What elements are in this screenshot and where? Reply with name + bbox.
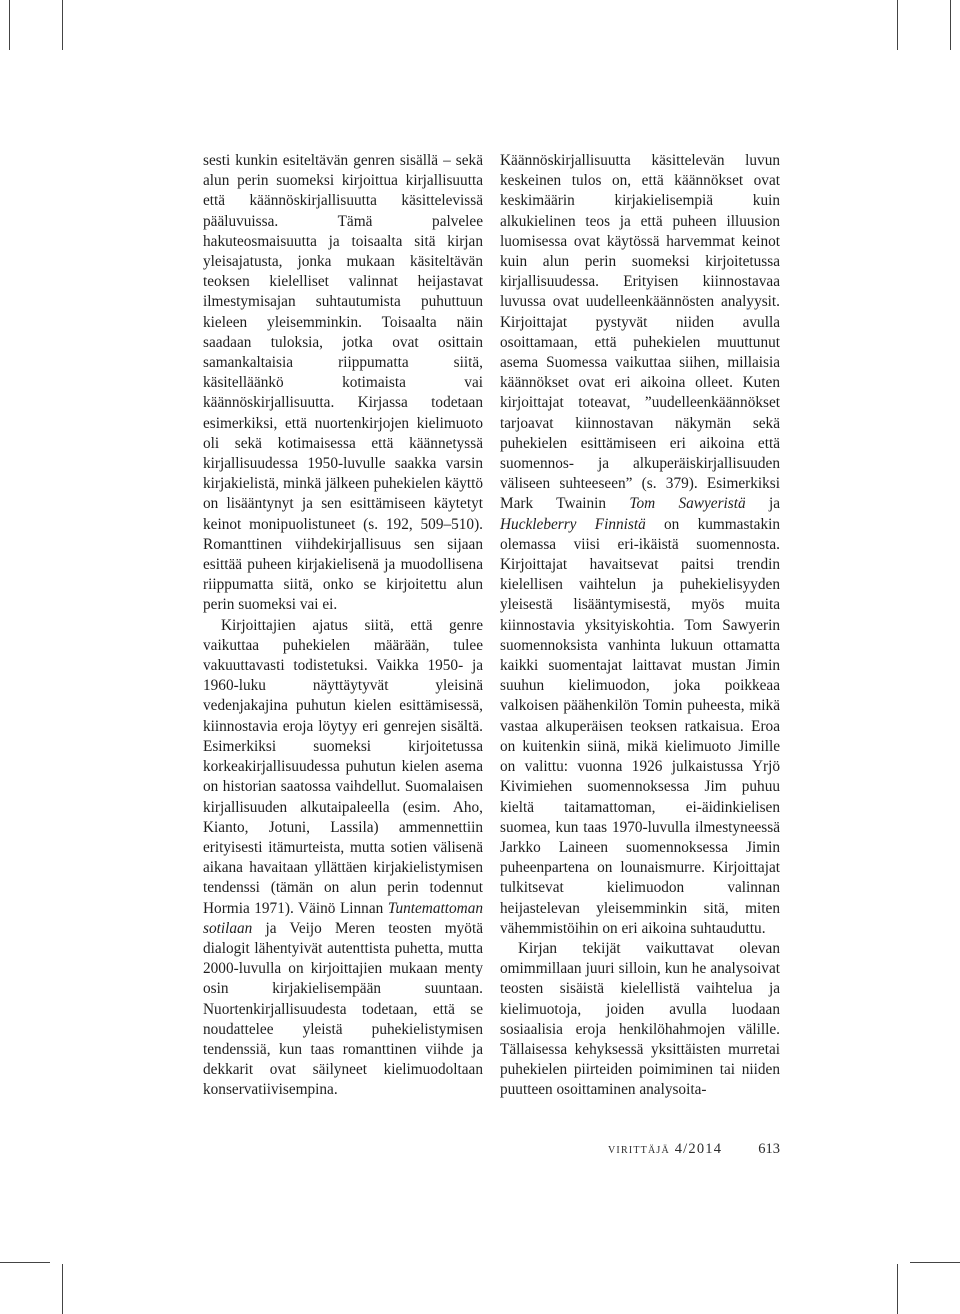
crop-mark — [9, 0, 10, 50]
paragraph-text: on kummastakin olemassa viisi eri-ikäistä suomennosta. Kirjoittajat havaitsevat paitsi trendin kielellisen vaihtelun ja puhekielisyyden yleisestä lisääntymisestä, myös muita kiinnostavia yksityiskohtia. Tom Sawyerin suomennoksista vanhinta lukuun ottamatta kaikki suomentajat laittavat mustan Jimin suuhun kielimuodon, joka poikkeaa valkoisen päähenkilön Tomin puheesta, mikä vastaa alkuperäisen teoksen ratkaisua. Eroa on kuitenkin siinä, mikä kielimuoto Jimille on valittu: vuonna 1926 julkaistussa Yrjö Kivimiehen suomennoksessa Jim puhuu kieltä taitamattoman, ei-äidinkielisen suomea, kun taas 1970-luvulla ilmestyneessä Jarkko Laineen suomennoksessa Jimin puheenpartena on lounaismurre. Kirjoittajat tulkitsevat kielimuodon valinnan heijastelevan yleisemminkin sitä, miten vähemmistöihin on eri aikoina suhtauduttu. — [500, 515, 780, 937]
paragraph — [203, 616, 483, 1101]
paragraph-text: ja Veijo Meren teosten myötä dialogit lähentyivät autenttista puhetta, mutta 2000-luvulla on kirjoittajien mukaan menty osin kirjakielisempään suuntaan. Nuortenkirjallisuudesta todetaan, että se noudattelee yleistä puhekielistymisen tendenssiä, kun taas romanttinen viihde ja dekkarit ovat säilyneet kielimuodoltaan konservatiivisempina. — [203, 919, 483, 1099]
book-title: Tom Sawyeristä — [629, 495, 746, 513]
paragraph-text: sesti kunkin esiteltävän genren sisällä – sekä alun perin suomeksi kirjoittua kirjallisuutta että käännöskirjallisuutta käsittelevissä pääluvuissa. Tämä palvelee hakuteosmaisuutta ja toisaalta sitä kirjan yleisajatusta, jonka mukaan käsiteltävän teoksen kielelliset valinnat heijastavat ilmestymisajan suhtautumista puhuttuun kieleen yleisemminkin. Toisaalta näin saadaan tuloksia, jotka ovat osittain samankaltaisia riippumatta siitä, käsitelläänkö kotimaista vai käännöskirjallisuutta. Kirjassa todetaan esimerkiksi, että nuortenkirjojen kielimuoto oli sekä kotimaisessa että käännetyssä kirjallisuudessa 1950-luvulle saakka varsin kirjakielistä, minkä jälkeen puhekielen käyttö on lisääntynyt ja sen esittämiseen käytetyt keinot monipuolistuneet (s. 192, 509–510). Romanttinen viihdekirjallisuus sen sijaan esittää puheen kirjakielisenä ja muodollisena riippumatta siitä, onko se kirjoitettu alun perin suomeksi vai ei. — [203, 152, 483, 614]
page-number: 613 — [758, 1141, 780, 1157]
crop-mark — [897, 1264, 898, 1314]
crop-mark — [897, 0, 898, 50]
right-column — [500, 151, 780, 1101]
book-title: Huckleberry Finnistä — [500, 515, 646, 533]
paragraph-text: Kirjoittajien ajatus siitä, että genre vaikuttaa puhekielen määrään, tulee vakuuttavasti todistetuksi. Vaikka 1950- ja 1960-luku näyttäytyvät yleisinä vedenjakajina puhutun kielen esittämisessä, kiinnostavia eroja löytyy eri genrejen sisältä. Esimerkiksi suomeksi kirjoitetussa korkeakirjallisuudessa puhutun kielen asema on historian saatossa vaihdellut. Suomalaisen kirjallisuuden alkutaipaleella (esim. Aho, Kianto, Jotuni, Lassila) ammennettiin erityisesti itämurteista, mutta sotien välisenä aikana havaitaan yllättäen kirjakielistymisen tendenssi (tämän on alun perin todennut Hormia 1971). Väinö Linnan — [203, 616, 483, 917]
journal-name: virittäjä 4/2014 — [608, 1141, 723, 1157]
crop-mark — [950, 0, 951, 50]
paragraph — [500, 939, 780, 1101]
paragraph — [500, 151, 780, 939]
crop-mark — [910, 1262, 960, 1263]
paragraph-text: Kirjan tekijät vaikuttavat olevan omimmillaan juuri silloin, kun he analysoivat teosten sisäistä kielellistä vaihtelua ja kielimuotoja, joiden avulla luodaan sosiaalisia eroja henkilöhahmojen välille. Tällaisessa kehyksessä yksittäisten murretai puhekielen piirteiden poimiminen tai niiden puutteen osoittaminen analysoita- — [500, 939, 780, 1099]
crop-mark — [62, 0, 63, 50]
crop-mark — [0, 1262, 50, 1263]
paragraph-text: ja — [768, 495, 780, 513]
paragraph — [203, 151, 483, 616]
left-column — [203, 151, 483, 1101]
paragraph-text: Käännöskirjallisuutta käsittelevän luvun keskeinen tulos on, että käännökset ovat keskimäärin kirjakielisempiä kuin alkukielinen teos ja että puheen illuusion luomisessa ovat käytössä harvemmat keinot kuin alun perin suomeksi kirjoitetussa kirjallisuudessa. Erityisen kiinnostavaa luvussa ovat uudelleenkäännösten analyysit. Kirjoittajat pystyvät niiden avulla osoittamaan, että puhekielen muuttunut asema Suomessa vaikuttaa siihen, millaisia käännökset ovat eri aikoina olleet. Kuten kirjoittajat toteavat, ”uudelleenkäännökset tarjoavat kiinnostavan näkymän sekä puhekielen esittämiseen eri aikoina että suomennos- ja alkuperäiskirjallisuuden väliseen suhteeseen” (s. 379). Esimerkiksi Mark Twainin — [500, 152, 780, 513]
crop-mark — [62, 1264, 63, 1314]
book-title: Tuntemattoman sotilaan — [203, 899, 483, 937]
